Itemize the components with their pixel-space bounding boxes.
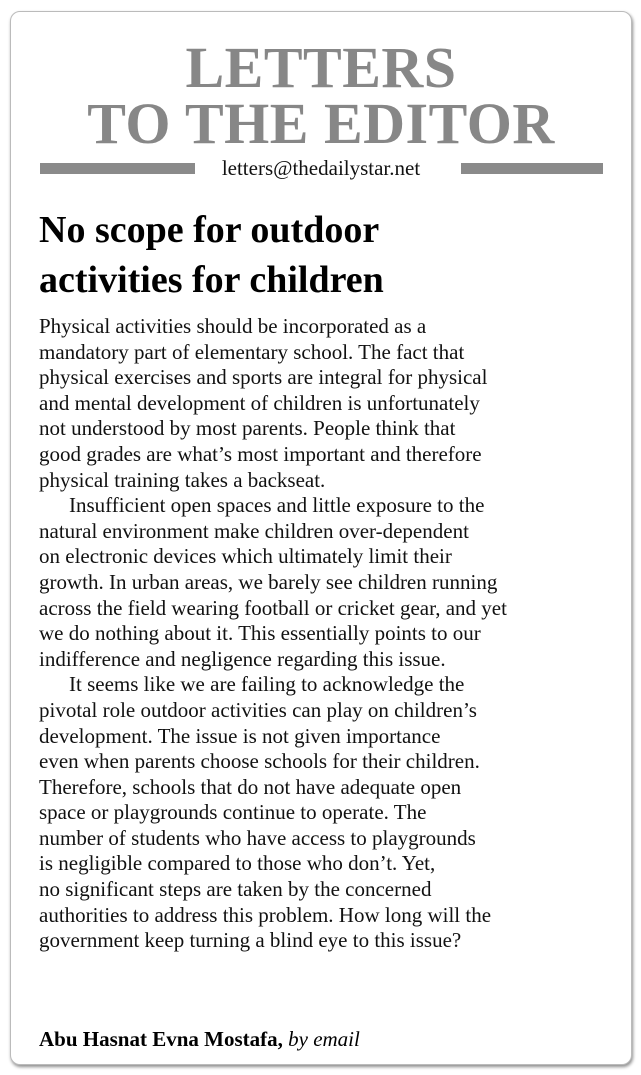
signature [39,1027,360,1052]
editor-email: letters@thedailystar.net [221,156,421,180]
body-line: government keep turning a blind eye to this issue? [39,928,462,953]
body-line: Physical activities should be incorporated as a [39,314,427,338]
headline-line: activities for children [39,259,384,301]
body-line: growth. In urban areas, we barely see children running [39,569,498,594]
author-name: Abu Hasnat Evna Mostafa, [39,1027,283,1051]
body-line: pivotal role outdoor activities can play on children’s [39,697,477,722]
submission-method: by email [288,1027,360,1051]
body-line: physical training takes a backseat. [39,467,326,492]
body-line: physical exercises and sports are integral for physical [39,365,488,390]
body-line: not understood by most parents. People think that [39,416,456,441]
letter-body [39,314,507,954]
masthead-title-line1: LETTERS [185,35,457,100]
divider-right [461,163,603,174]
body-line: is negligible compared to those who don’t. Yet, [39,851,436,876]
body-line: Insufficient open spaces and little exposure to the [69,493,485,518]
body-line: indifference and negligence regarding this issue. [39,646,446,671]
body-line: natural environment make children over-dependent [39,518,469,543]
body-line: mandatory part of elementary school. The fact that [39,339,465,364]
body-line: space or playgrounds continue to operate. The [39,800,427,825]
body-line: on electronic devices which ultimately limit their [39,544,452,569]
body-line: number of students who have access to playgrounds [39,825,476,850]
body-line: It seems like we are failing to acknowledge the [69,672,465,697]
body-line: good grades are what’s most important and therefore [39,441,482,466]
body-line: Therefore, schools that do not have adequate open [39,774,462,799]
body-line: development. The issue is not given importance [39,723,441,748]
body-line: we do nothing about it. This essentially points to our [39,621,481,646]
body-line: no significant steps are taken by the concerned [39,877,432,902]
masthead-title-line2: TO THE EDITOR [87,91,555,156]
body-line: authorities to address this problem. How long will the [39,902,492,927]
body-line: even when parents choose schools for their children. [39,749,480,774]
body-line: across the field wearing football or cricket gear, and yet [39,595,507,620]
headline-line: No scope for outdoor [39,209,380,251]
letter-card [10,11,632,1065]
body-line: and mental development of children is unfortunately [39,390,480,415]
letter-headline [39,205,384,305]
